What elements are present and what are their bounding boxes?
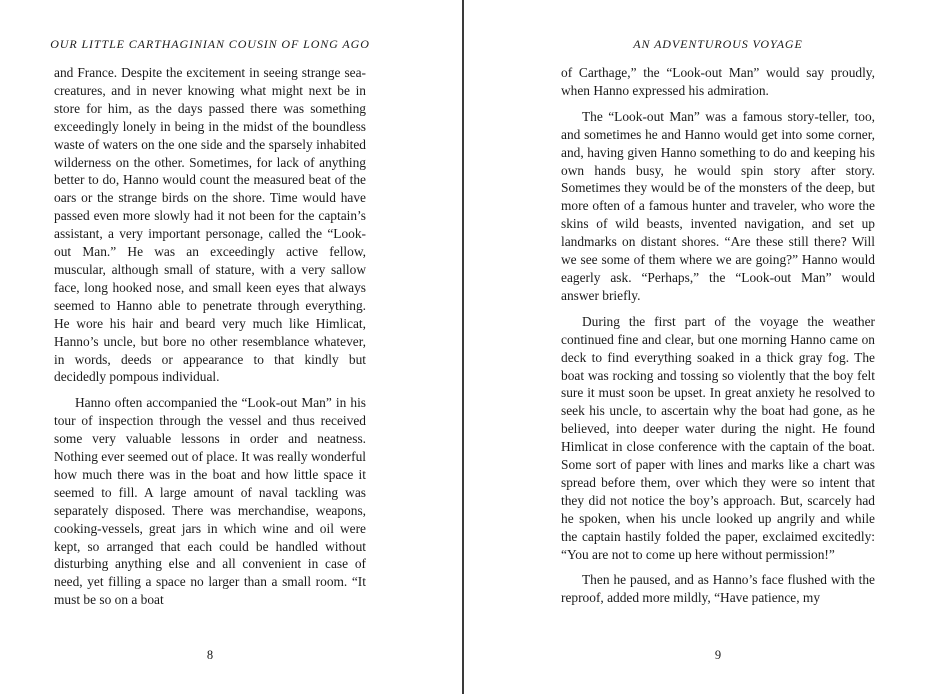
right-page-text [561, 64, 875, 615]
left-running-head: OUR LITTLE CARTHAGINIAN COUSIN OF LONG AGO [50, 37, 370, 51]
left-page-text [54, 64, 366, 617]
right-paragraph-3: During the first part of the voyage the weather continued fine and clear, but one morning Hanno came on deck to find everything soaked in a thick gray fog. The boat was rocking and tossing so violently that the boy felt sure it must soon be upset. In great anxiety he resolved to seek his uncle, to ascertain why the boat had gone, as he believed, into deeper water during the night. He found Himlicat in close conference with the captain of the boat. Some sort of paper with lines and marks like a chart was spread before them, over which they were so intent that they did not notice the boy’s approach. But, scarcely had he spoken, when his uncle looked up angrily and while the captain hastily folded the paper, exclaimed excitedly: “You are not to come up here without permission!” [561, 313, 875, 562]
right-running-head: AN ADVENTUROUS VOYAGE [633, 37, 803, 51]
right-paragraph-2: The “Look-out Man” was a famous story-teller, too, and sometimes he and Hanno would get into some corner, and, having given Hanno something to do and keeping his own hands busy, he would spin story after story. Sometimes they would be of the monsters of the deep, but more often of a famous hunter and traveler, who wore the skins of wild beasts, invented navigation, and set up landmarks on distant shores. “Are these still there? Will we see some of them where we are going?” Hanno would eagerly ask. “Perhaps,” the “Look-out Man” would answer briefly. [561, 108, 875, 303]
left-paragraph-1: and France. Despite the excitement in seeing strange sea-creatures, and in never knowing what might next be in store for him, as the days passed there was something exceedingly lonely in being in the midst of the boundless waste of waters on the one side and the sparsely inhabited wilderness on the other. Sometimes, for lack of anything better to do, Hanno would count the measured beat of the oars or the strange birds on the shore. Time would have passed even more slowly had it not been for the captain’s assistant, a very important personage, called the “Look-out Man.” He was an exceedingly active fellow, muscular, although small of stature, with a very sallow face, long hooked nose, and small keen eyes that always seemed to Hanno able to penetrate through everything. He wore his hair and beard very much like Himlicat, Hanno’s uncle, but bore no other resemblance whatever, in words, deeds or appearance to that kindly but decidedly pompous individual. [54, 65, 366, 385]
page-gutter-divider [462, 0, 464, 694]
right-paragraph-4: Then he paused, and as Hanno’s face flushed with the reproof, added more mildly, “Have patience, my [561, 572, 875, 606]
right-page-number: 9 [714, 648, 722, 662]
right-page [561, 0, 875, 694]
left-page-number: 8 [206, 648, 214, 662]
left-page [50, 0, 370, 694]
right-paragraph-1: of Carthage,” the “Look-out Man” would say proudly, when Hanno expressed his admiration. [561, 65, 875, 98]
left-paragraph-2: Hanno often accompanied the “Look-out Man” in his tour of inspection through the vessel and thus received some very valuable lessons in order and neatness. Nothing ever seemed out of place. It was really wonderful how much there was in the boat and how little space it seemed to fill. A large amount of naval tackling was separately disposed. There was merchandise, weapons, cooking-vessels, great jars in which wine and oil were kept, so arranged that each could be handled without disturbing anything else and all convenient in case of need, yet filling a space no larger than a small room. “It must be so on a boat [54, 395, 366, 608]
